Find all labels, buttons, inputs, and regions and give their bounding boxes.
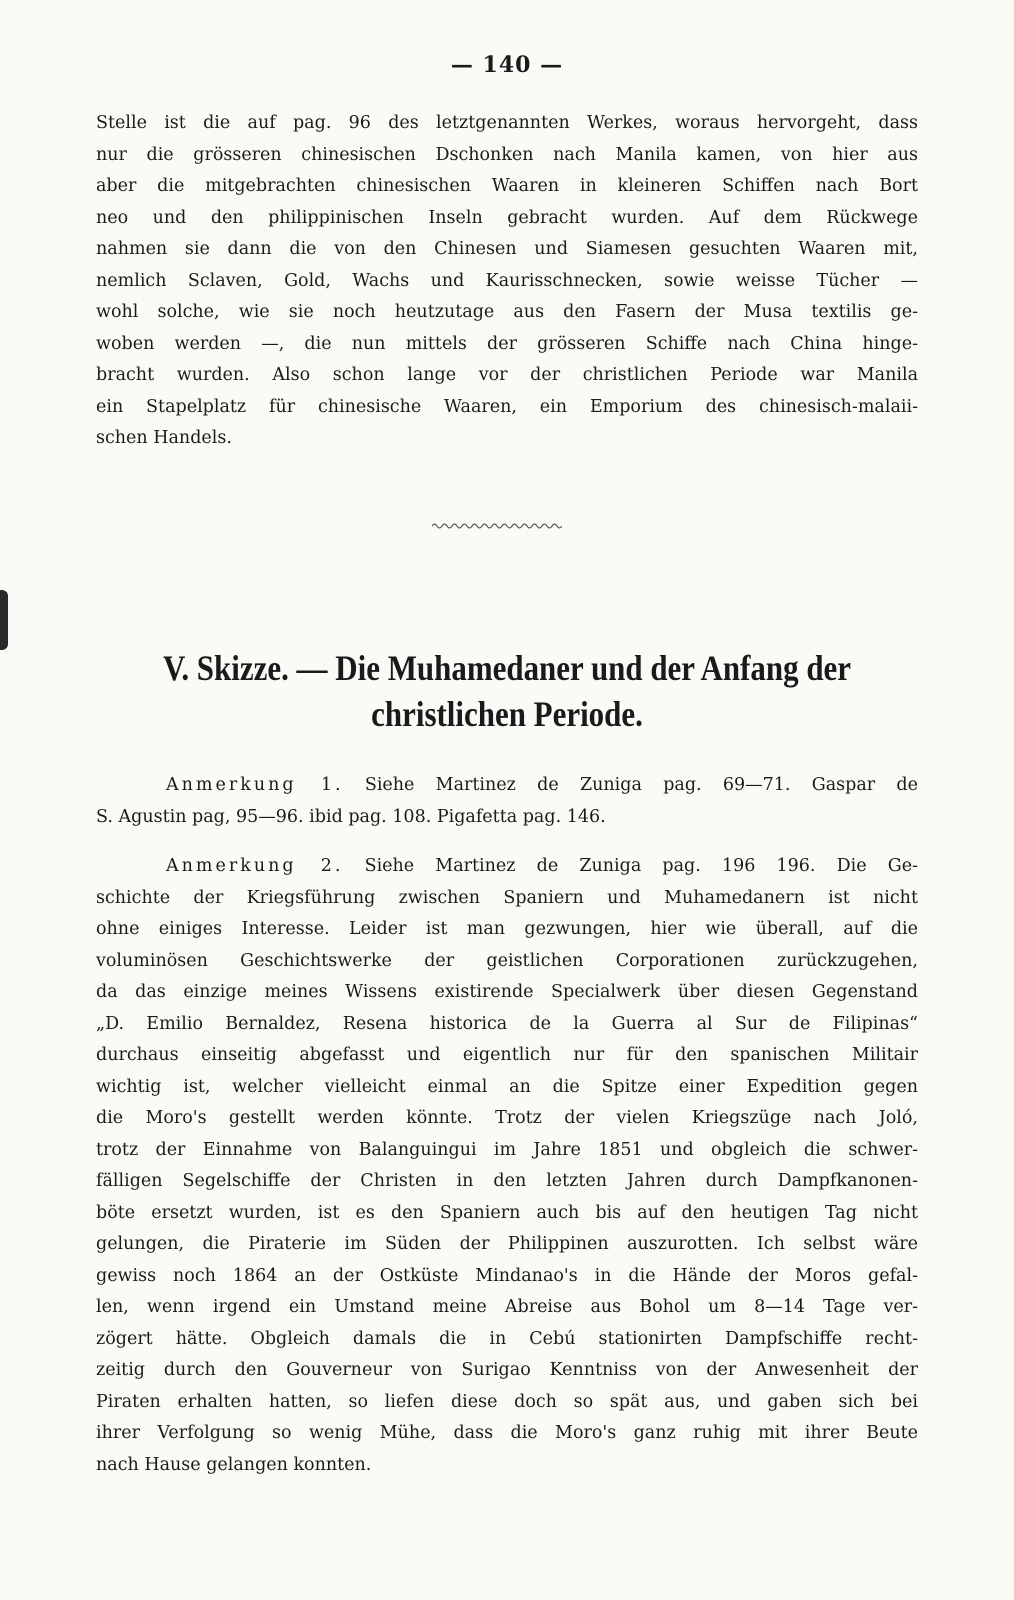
note-first-line xyxy=(96,851,918,883)
note-1 xyxy=(96,770,918,833)
text-line: woben werden —, die nun mittels der grösseren Schiffe nach China hinge- xyxy=(96,333,918,354)
text-line: aber die mitgebrachten chinesischen Waaren in kleineren Schiffen nach Bort xyxy=(96,176,918,196)
text-line: len, wenn irgend ein Umstand meine Abreise aus Bohol um 8—14 Tage ver- xyxy=(96,1297,918,1317)
note-label: Anmerkung 2. xyxy=(166,856,344,876)
text-line: durchaus einseitig abgefasst und eigentlich nur für den spanischen Militair xyxy=(96,1045,918,1065)
text-line: zögert hätte. Obgleich damals die in Cebú stationirten Dampfschiffe recht- xyxy=(96,1328,918,1349)
text-line: trotz der Einnahme von Balanguingui im Jahre 1851 und obgleich die schwer- xyxy=(96,1139,918,1160)
text-line: schichte der Kriegsführung zwischen Spaniern und Muhamedanern ist nicht xyxy=(96,887,918,908)
text-line: nemlich Sclaven, Gold, Wachs und Kaurisschnecken, sowie weisse Tücher — xyxy=(96,270,918,291)
text-line: gewiss noch 1864 an der Ostküste Mindanao's in die Hände der Moros gefal- xyxy=(96,1265,918,1286)
text-line: die Moro's gestellt werden könnte. Trotz der vielen Kriegszüge nach Joló, xyxy=(96,1108,918,1128)
text-line: ihrer Verfolgung so wenig Mühe, dass die Moro's ganz ruhig mit ihrer Beute xyxy=(96,1423,918,1443)
wavy-divider xyxy=(432,522,562,530)
section-title-line: christlichen Periode. xyxy=(371,694,643,734)
note-first-line xyxy=(96,770,918,802)
text-line: S. Agustin pag, 95—96. ibid pag. 108. Pigafetta pag. 146. xyxy=(96,806,606,827)
text-line: da das einzige meines Wissens existirende Specialwerk über diesen Gegenstand xyxy=(96,982,918,1002)
note-label: Anmerkung 1. xyxy=(166,775,344,795)
text-line: nur die grösseren chinesischen Dschonken nach Manila kamen, von hier aus xyxy=(96,144,918,165)
text-line: Piraten erhalten hatten, so liefen diese doch so spät aus, und gaben sich bei xyxy=(96,1391,918,1412)
text-line: fälligen Segelschiffe der Christen in den letzten Jahren durch Dampfkanonen- xyxy=(96,1171,918,1191)
scan-edge-shadow xyxy=(0,590,8,650)
text-line: ein Stapelplatz für chinesische Waaren, ein Emporium des chinesisch-malaii- xyxy=(96,396,918,417)
text-line: „D. Emilio Bernaldez, Resena historica de la Guerra al Sur de Filipinas“ xyxy=(96,1013,918,1034)
text-line: nach Hause gelangen konnten. xyxy=(96,1454,372,1475)
text-line: nahmen sie dann die von den Chinesen und Siamesen gesuchten Waaren mit, xyxy=(96,239,918,259)
text-line: zeitig durch den Gouverneur von Surigao Kenntniss von der Anwesenheit der xyxy=(96,1360,918,1380)
text-line: wichtig ist, welcher vielleicht einmal an die Spitze einer Expedition gegen xyxy=(96,1076,918,1097)
section-title-line: V. Skizze. — Die Muhamedaner und der Anfang der xyxy=(162,648,852,688)
intro-paragraph xyxy=(96,108,918,455)
text-line: schen Handels. xyxy=(96,428,232,448)
text-line: böte ersetzt wurden, ist es den Spaniern auch bis auf den heutigen Tag nicht xyxy=(96,1202,918,1223)
text-line: Siehe Martinez de Zuniga pag. 196 196. Die Ge- xyxy=(364,856,918,876)
note-2 xyxy=(96,851,918,1481)
text-line: neo und den philippinischen Inseln gebracht wurden. Auf dem Rückwege xyxy=(96,207,918,228)
text-line: gelungen, die Piraterie im Süden der Philippinen auszurotten. Ich selbst wäre xyxy=(96,1234,918,1254)
text-line: Stelle ist die auf pag. 96 des letztgenannten Werkes, woraus hervorgeht, dass xyxy=(96,113,918,133)
text-line: Siehe Martinez de Zuniga pag. 69—71. Gaspar de xyxy=(364,775,918,795)
text-line: ohne einiges Interesse. Leider ist man gezwungen, hier wie überall, auf die xyxy=(96,919,918,939)
page-number: — 140 — xyxy=(450,52,564,78)
section-title xyxy=(123,645,892,737)
text-line: voluminösen Geschichtswerke der geistlichen Corporationen zurückzugehen, xyxy=(96,950,918,971)
text-line: wohl solche, wie sie noch heutzutage aus den Fasern der Musa textilis ge- xyxy=(96,302,918,322)
text-line: bracht wurden. Also schon lange vor der christlichen Periode war Manila xyxy=(96,365,918,385)
